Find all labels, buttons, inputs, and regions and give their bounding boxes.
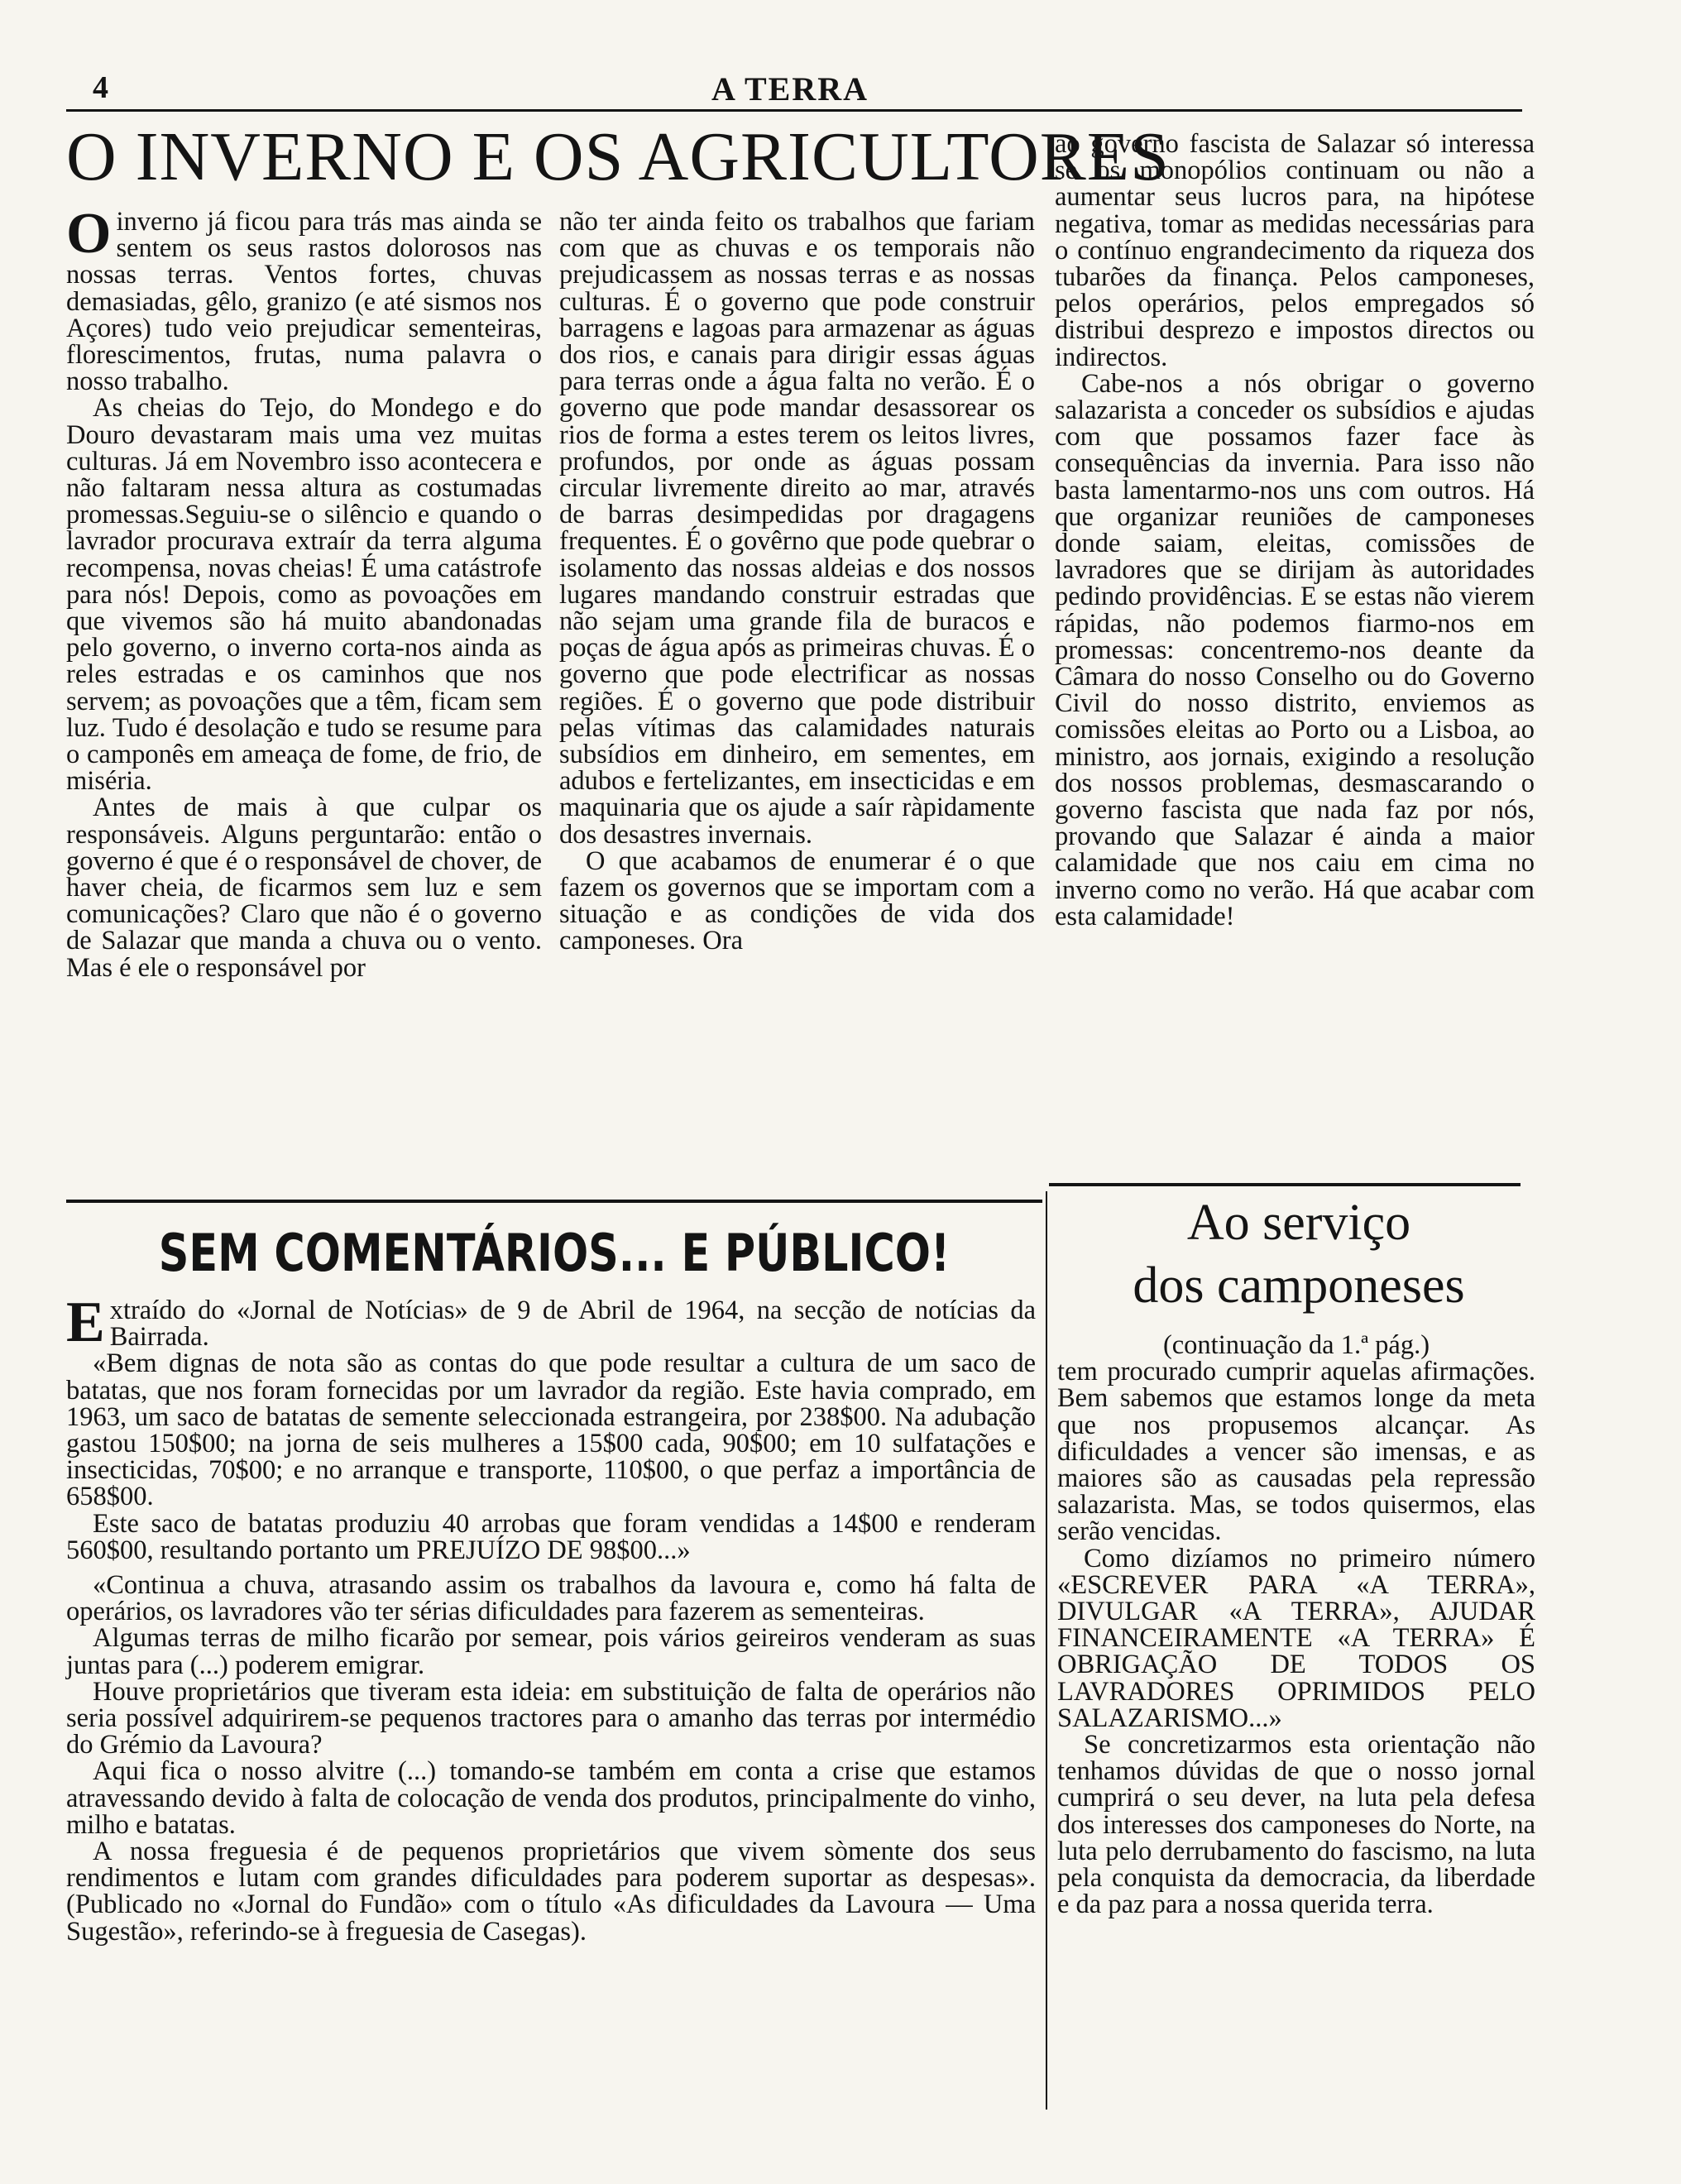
paragraph: Se concretizarmos esta orientação não tenhamos dúvidas de que o nosso jornal cumprirá o seu dever, na luta pela defesa dos interesses dos camponeses do Norte, na luta pelo derrubamento do fascismo, na luta pela conquista da democracia, da liberdade e da paz para a nossa querida terra. [1057,1730,1535,1920]
article-inverno-col1 [66,202,542,983]
paragraph: Este saco de batatas produziu 40 arrobas que foram vendidas a 14$00 e renderam 560$00, resultando portanto um PREJUÍZO DE 98$00...» [66,1508,1036,1565]
article-sem-comentarios-body [66,1291,1036,1947]
paragraph: Aqui fica o nosso alvitre (...) tomando-se também em conta a crise que estamos atravessando devido à falta de colocação de venda dos produtos, principalmente do vinho, milho e batatas. [66,1756,1036,1840]
newspaper-title: A TERRA [711,70,869,108]
paragraph: «Continua a chuva, atrasando assim os trabalhos da lavoura e, como há falta de operários, os lavradores vão ter sérias dificuldades para fazerem as sementeiras. [66,1570,1036,1627]
dropcap: E [66,1291,105,1354]
paragraph: A nossa freguesia é de pequenos proprietários que vivem sòmente dos seus rendimentos e lutam com grandes dificuldades para poderem suportar as despesas». (Publicado no «Jornal do Fundão» com o título «As dificuldades da Lavoura — Uma Sugestão», referindo-se à freguesia de Casegas). [66,1837,1036,1947]
article-inverno-col3 [1055,131,1535,930]
paragraph: Algumas terras de milho ficarão por semear, pois vários geireiros venderam as suas juntas para (...) poderem emigrar. [66,1623,1036,1680]
headline-line: dos camponeses [1133,1257,1465,1314]
article-sem-comentarios-headline: SEM COMENTÁRIOS... E PÚBLICO! [158,1223,951,1283]
section-rule [1049,1183,1521,1186]
paragraph: não ter ainda feito os trabalhos que fariam com que as chuvas e os temporais não prejudicassem as nossas terras e as nossas culturas. É o governo que pode construir barragens e lagoas para armazenar as águas dos rios, e canais para dirigir essas águas para terras onde a água falta no verão. É o governo que pode mandar desassorear os rios de forma a estes terem os leitos livres, profundos, por onde as águas possam circular livremente direito ao mar, através de barras desimpedidas por dragagens frequentes. É o govêrno que pode quebrar o isolamento das nossas aldeias e dos nossos lugares mandando construir estradas que não sejam uma grande fila de buracos e poças de água após as primeiras chuvas. É o governo que pode electrificar as nossas regiões. É o governo que pode distribuir pelas vítimas das calamidades naturais subsídios em dinheiro, em sementes, em adubos e fertelizantes, em insecticidas e em maquinaria que os ajude a saír ràpidamente dos desastres invernais. [559,207,1035,850]
header-rule [66,109,1522,112]
paragraph: As cheias do Tejo, do Mondego e do Douro devastaram mais uma vez muitas culturas. Já em Novembro isso acontecera e não faltaram nessa altura as costumadas promessas.Seguiu-se o silêncio e quando o lavrador procurava extraír da terra alguma recompensa, novas cheias! É uma catástrofe para nós! Depois, como as povoações em que vivemos são há muito abandonadas pelo governo, o inverno corta-nos ainda as reles estradas e os caminhos que nos servem; as povoações que a têm, ficam sem luz. Tudo é desolação e tudo se resume para o camponês em ameaça de fome, de frio, de miséria. [66,393,542,797]
paragraph: Oinverno já ficou para trás mas ainda se sentem os seus rastos dolorosos nas nossas terras. Ventos fortes, chuvas demasiadas, gêlo, granizo (e até sismos nos Açores) tudo veio prejudicar sementeiras, florescimentos, frutas, numa palavra o nosso trabalho. [66,202,542,397]
paragraph: Houve proprietários que tiveram esta ideia: em substituição de falta de operários não seria possível adquirirem-se pequenos tractores para o amanho das terras por intermédio do Grémio da Lavoura? [66,1676,1036,1760]
article-servico-body [1057,1332,1535,1918]
paragraph: ao governo fascista de Salazar só interessa se os monopólios continuam ou não a aumentar seus lucros para, na hipótese negativa, tomar as medidas necessárias para o contínuo engrandecimento da riqueza dos tubarões da finança. Pelos camponeses, pelos operários, pelos empregados só distribui desprezo e impostos directos ou indirectos. [1055,129,1535,372]
article-inverno-headline: O INVERNO E OS AGRICULTORES [66,118,1170,195]
article-servico-headline [1051,1191,1547,1317]
paragraph: tem procurado cumprir aquelas afirmações. Bem sabemos que estamos longe da meta que nos propusemos alcançar. As dificuldades a vencer são imensas, e as maiores são as causadas pela repressão salazarista. Mas, se todos quisermos, elas serão vencidas. [1057,1357,1535,1547]
article-inverno-col2 [559,208,1035,955]
paragraph: O que acabamos de enumerar é o que fazem os governos que se importam com a situação e as condições de vida dos camponeses. Ora [559,845,1035,956]
paragraph: Como dizíamos no primeiro número «ESCREVER PARA «A TERRA», DIVULGAR «A TERRA», AJUDAR FINANCEIRAMENTE «A TERRA» É OBRIGAÇÃO DE TODOS OS LAVRADORES OPRIMIDOS PELO SALAZARISMO...» [1057,1543,1535,1733]
column-rule [1046,1191,1047,2110]
section-rule [66,1200,1042,1203]
paragraph: Extraído do «Jornal de Notícias» de 9 de Abril de 1964, na secção de notícias da Bairrada. [66,1291,1036,1354]
paragraph: Antes de mais à que culpar os responsáveis. Alguns perguntarão: então o governo é que é o responsável de chover, de haver cheia, de ficarmos sem luz e sem comunicações? Claro que não é o governo de Salazar que manda a chuva ou o vento. Mas é ele o responsável por [66,793,542,983]
paragraph: Cabe-nos a nós obrigar o governo salazarista a conceder os subsídios e ajudas com que possamos fazer face às consequências da invernia. Para isso não basta lamentarmo-nos uns com outros. Há que organizar reuniões de camponeses donde saiam, eleitas, comissões de lavradores que se dirijam às autoridades pedindo providências. E se estas não vierem rápidas, não podemos fiarmo-nos em promessas: concentremo-nos deante da Câmara do nosso Conselho ou do Governo Civil do nosso distrito, enviemos as comissões eleitas ao Porto ou a Lisboa, ao ministro, aos jornais, exigindo a resolução dos nossos problemas, desmascarando o governo fascista que nada faz por nós, provando que Salazar é ainda a maior calamidade que nos caiu em cima no inverno como no verão. Há que acabar com esta calamidade! [1055,368,1535,932]
dropcap: O [66,202,112,266]
page-number: 4 [93,70,108,105]
headline-line: Ao serviço [1186,1195,1411,1251]
paragraph: «Bem dignas de nota são as contas do que pode resultar a cultura de um saco de batatas, que nos foram fornecidas por um lavrador da região. Este havia comprado, em 1963, um saco de batatas de semente seleccionada estrangeira, por 238$00. Na adubação gastou 150$00; na jorna de seis mulheres a 15$00 cada, 90$00; em 10 sulfatações e insecticidas, 70$00; e no arranque e transporte, 110$00, o que perfaz a importância de 658$00. [66,1348,1036,1512]
continuation-note: (continuação da 1.ª pág.) [1162,1330,1430,1360]
